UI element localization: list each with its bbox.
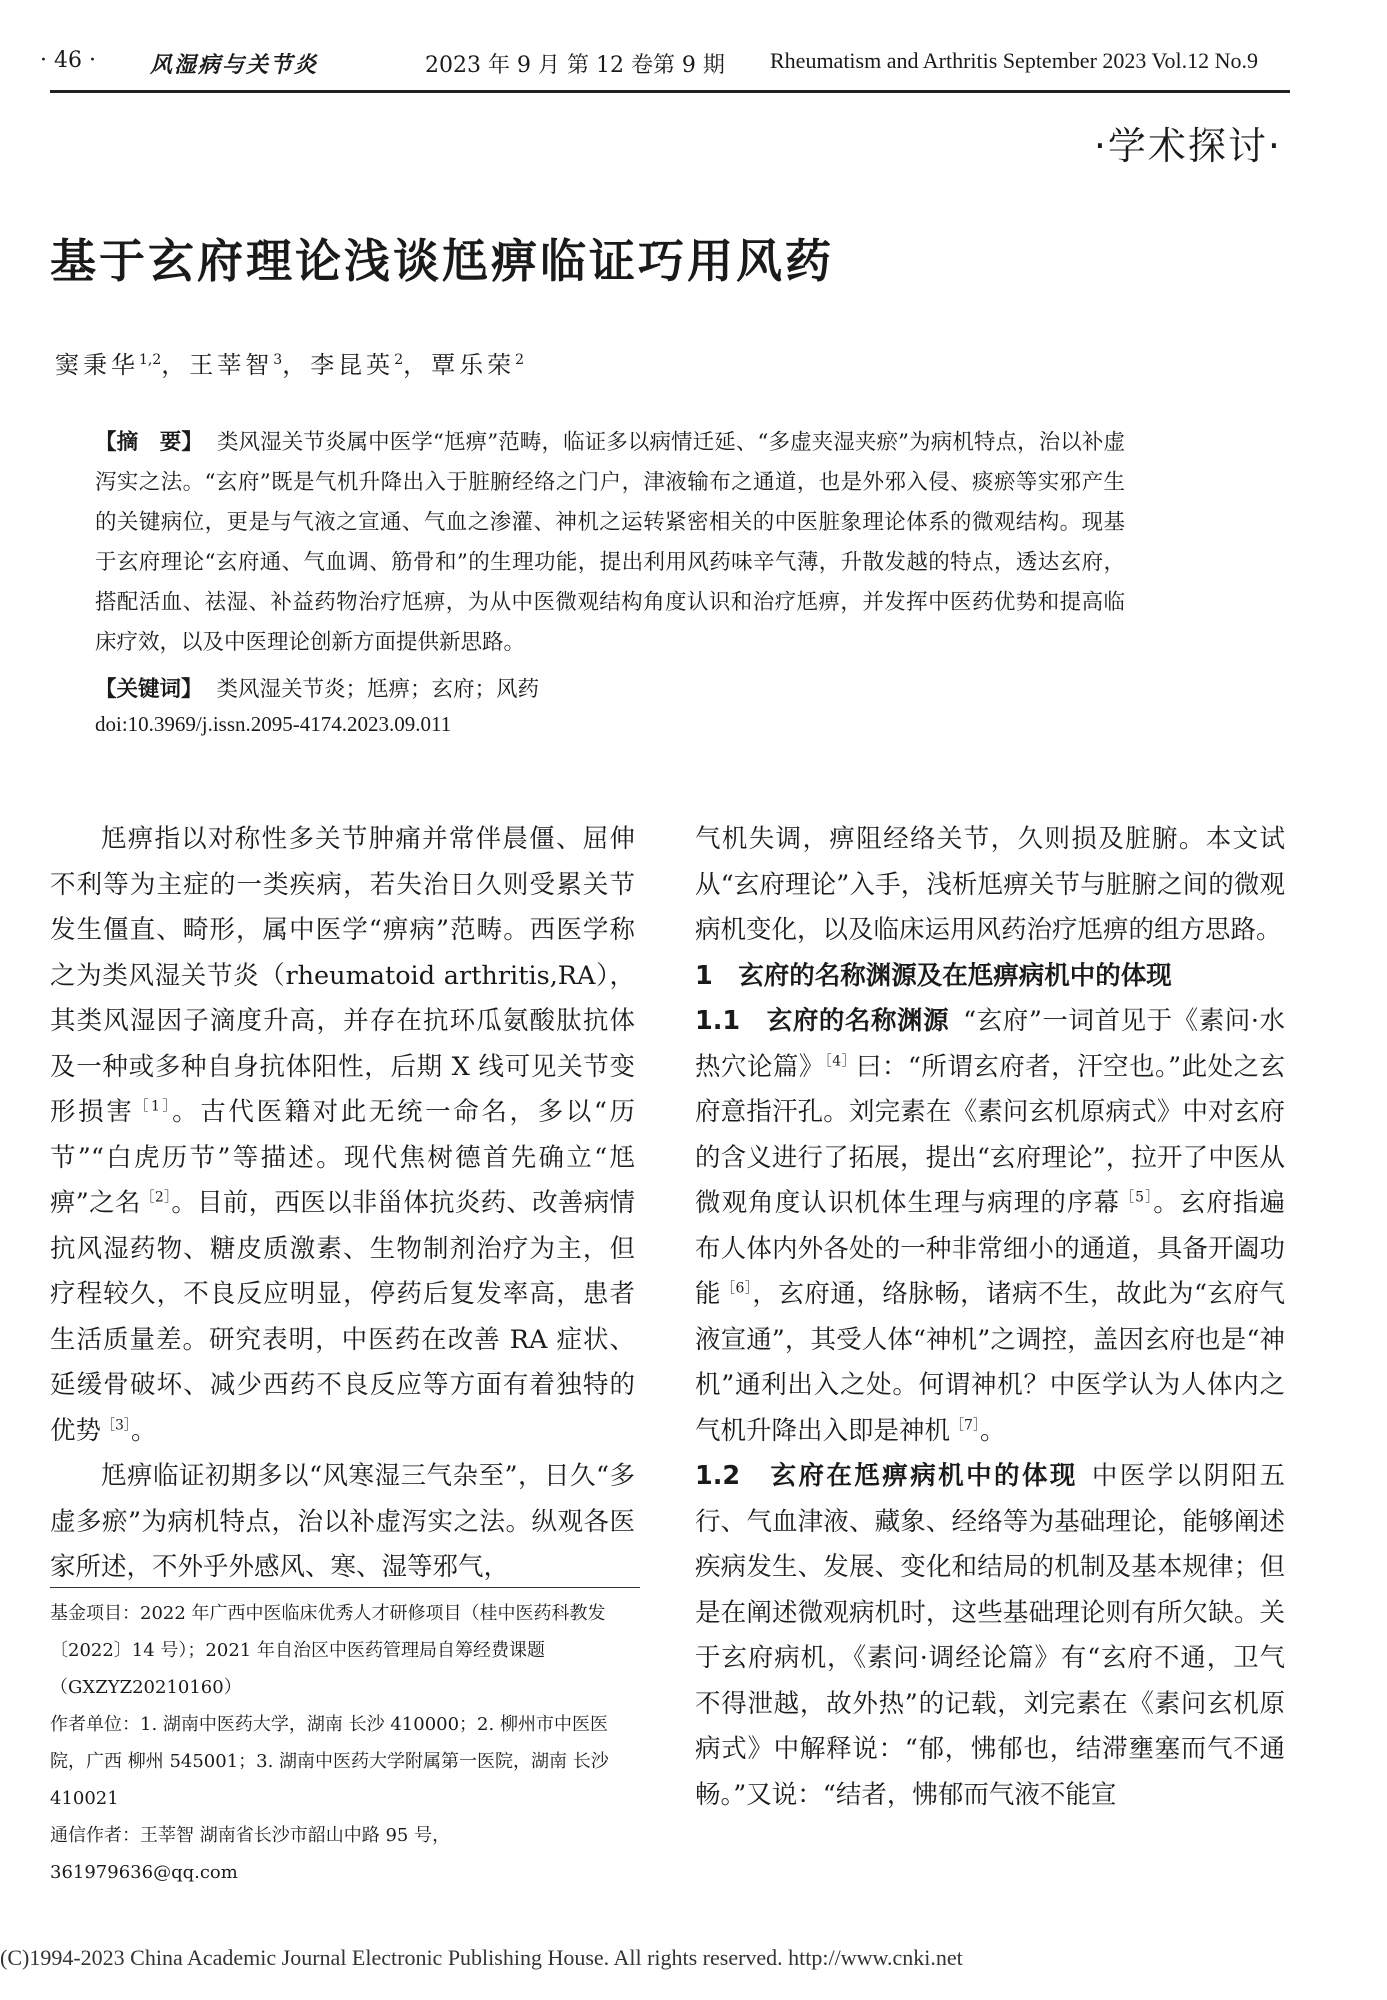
- author-name: 覃乐荣: [431, 351, 516, 379]
- paragraph: 1.1 玄府的名称渊源 “玄府”一词首见于《素问·水热穴论篇》$^{[4]}$曰：“所谓玄府者，汗空也。”此处之玄府意指汗孔。刘完素在《素问玄机原病式》中对玄府的含义进行了拓展，提出“玄府理论”，拉开了中医从微观角度认识机体生理与病理的序幕$^{[5]}$。玄府指遍布人体内外各处的一种非常细小的通道，具备开阖功能$^{[6]}$，玄府通，络脉畅，诸病不生，故此为“玄府气液宣通”，其受人体“神机”之调控，盖因玄府也是“神机”通利出入之处。何谓神机？中医学认为人体内之气机升降出入即是神机$^{[7]}$。: [695, 1006, 1285, 1446]
- paragraph: 尪痹临证初期多以“风寒湿三气杂至”，日久“多虚多瘀”为病机特点，治以补虚泻实之法。纵观各医家所述，不外乎外感风、寒、湿等邪气，: [50, 1461, 635, 1582]
- author-affiliation: 2: [515, 352, 525, 368]
- journal-name: 风湿病与关节炎: [150, 52, 319, 78]
- issue-info-en: Rheumatism and Arthritis September 2023 Vol.12 No.9: [770, 48, 1259, 73]
- author-name: 王莘智: [189, 351, 274, 379]
- page-number: · 46 ·: [40, 48, 96, 73]
- paragraph: 1.2 玄府在尪痹病机中的体现 中医学以阴阳五行、气血津液、藏象、经络等为基础理论，能够阐述疾病发生、发展、变化和结局的机制及基本规律；但是在阐述微观病机时，这些基础理论则有所欠缺。关于玄府病机，《素问·调经论篇》有“玄府不通，卫气不得泄越，故外热”的记载，刘完素在《素问玄机原病式》中解释说：“郁，怫郁也，结滞壅塞而气不通畅。”又说：“结者，怫郁而气液不能宣: [695, 1461, 1285, 1810]
- doi[interactable]: doi:10.3969/j.issn.2095-4174.2023.09.011: [95, 712, 452, 736]
- author-affiliation: 2: [394, 352, 404, 368]
- abstract-text: 类风湿关节炎属中医学“尪痹”范畴，临证多以病情迁延、“多虚夹湿夹瘀”为病机特点，治以补虚泻实之法。“玄府”既是气机升降出入于脏腑经络之门户，津液输布之通道，也是外邪入侵、痰瘀等实邪产生的关键病位，更是与气液之宣通、气血之渗灌、神机之运转紧密相关的中医脏象理论体系的微观结构。现基于玄府理论“玄府通、气血调、筋骨和”的生理功能，提出利用风药味辛气薄，升散发越的特点，透达玄府，搭配活血、祛湿、补益药物治疗尪痹，为从中医微观结构角度认识和治疗尪痹，并发挥中医药优势和提高临床疗效，以及中医理论创新方面提供新思路。: [95, 430, 1125, 655]
- affiliation-note: 作者单位：1. 湖南中医药大学，湖南 长沙 410000；2. 柳州市中医医院，广西 柳州 545001；3. 湖南中医药大学附属第一医院，湖南 长沙 410021: [50, 1714, 609, 1809]
- author-name: 李昆英: [310, 351, 395, 379]
- section-heading: 1 玄府的名称渊源及在尪痹病机中的体现: [695, 960, 1172, 991]
- citation[interactable]: ［6］: [720, 1280, 753, 1297]
- citation[interactable]: ［4］: [824, 1053, 857, 1069]
- footnote-divider: [50, 1587, 640, 1588]
- citation[interactable]: ［2］: [140, 1189, 172, 1206]
- subsection-heading: 1.1 玄府的名称渊源: [695, 1006, 950, 1036]
- keywords-text: 类风湿关节炎；尪痹；玄府；风药: [216, 677, 540, 702]
- citation[interactable]: ［1］: [134, 1098, 173, 1115]
- body-right-column: [695, 817, 1285, 1818]
- paragraph: 气机失调，痹阻经络关节，久则损及脏腑。本文试从“玄府理论”入手，浅析尪痹关节与脏腑之间的微观病机变化，以及临床运用风药治疗尪痹的组方思路。: [695, 824, 1285, 945]
- abstract-label: 【摘 要】: [95, 430, 203, 455]
- header-divider: [50, 90, 1290, 93]
- paragraph: 尪痹指以对称性多关节肿痛并常伴晨僵、屈伸不利等为主症的一类疾病，若失治日久则受累关节发生僵直、畸形，属中医学“痹病”范畴。西医学称之为类风湿关节炎（rheumatoid arthritis,RA），其类风湿因子滴度升高，并存在抗环瓜氨酸肽抗体及一种或多种自身抗体阳性，后期 X 线可见关节变形损害$^{[1]}$。古代医籍对此无统一命名，多以“历节”“白虎历节”等描述。现代焦树德首先确立“尪痹”之名$^{[2]}$。目前，西医以非甾体抗炎药、改善病情抗风湿药物、糖皮质激素、生物制剂治疗为主，但疗程较久，不良反应明显，停药后复发率高，患者生活质量差。研究表明，中医药在改善 RA 症状、延缓骨破坏、减少西药不良反应等方面有着独特的优势$^{[3]}$。: [50, 824, 635, 1446]
- running-header: [40, 48, 1290, 84]
- copyright-footer: (C)1994-2023 China Academic Journal Electronic Publishing House. All rights reserved. http://www.cnki.net: [0, 1945, 963, 1970]
- issue-info-cn: 2023 年 9 月 第 12 卷第 9 期: [425, 53, 725, 78]
- citation[interactable]: ［3］: [101, 1417, 131, 1433]
- citation[interactable]: ［7］: [950, 1417, 980, 1433]
- author-list: 窦秉华$^{1,2}$，王莘智$^3$，李昆英$^2$，覃乐荣$^2$: [55, 351, 525, 379]
- author-affiliation: 1,2: [139, 352, 162, 368]
- keywords-label: 【关键词】: [95, 677, 203, 702]
- subsection-heading: 1.2 玄府在尪痹病机中的体现: [695, 1461, 1078, 1491]
- funding-note: 基金项目：2022 年广西中医临床优秀人才研修项目（桂中医药科教发〔2022〕14 号）；2021 年自治区中医药管理局自筹经费课题（GXZYZ20210160）: [50, 1603, 606, 1698]
- author-name: 窦秉华: [55, 351, 139, 379]
- footnotes: [50, 1595, 635, 1891]
- body-left-column: [50, 817, 635, 1591]
- author-affiliation: 3: [273, 352, 283, 368]
- abstract: [95, 423, 1125, 663]
- citation[interactable]: ［5］: [1120, 1189, 1154, 1206]
- section-label: ·学术探讨·: [1093, 124, 1282, 168]
- keywords: [95, 672, 539, 703]
- article-title: 基于玄府理论浅谈尪痹临证巧用风药: [50, 234, 834, 288]
- corresponding-author-note: 通信作者：王莘智 湖南省长沙市韶山中路 95 号，361979636@qq.com: [50, 1825, 451, 1883]
